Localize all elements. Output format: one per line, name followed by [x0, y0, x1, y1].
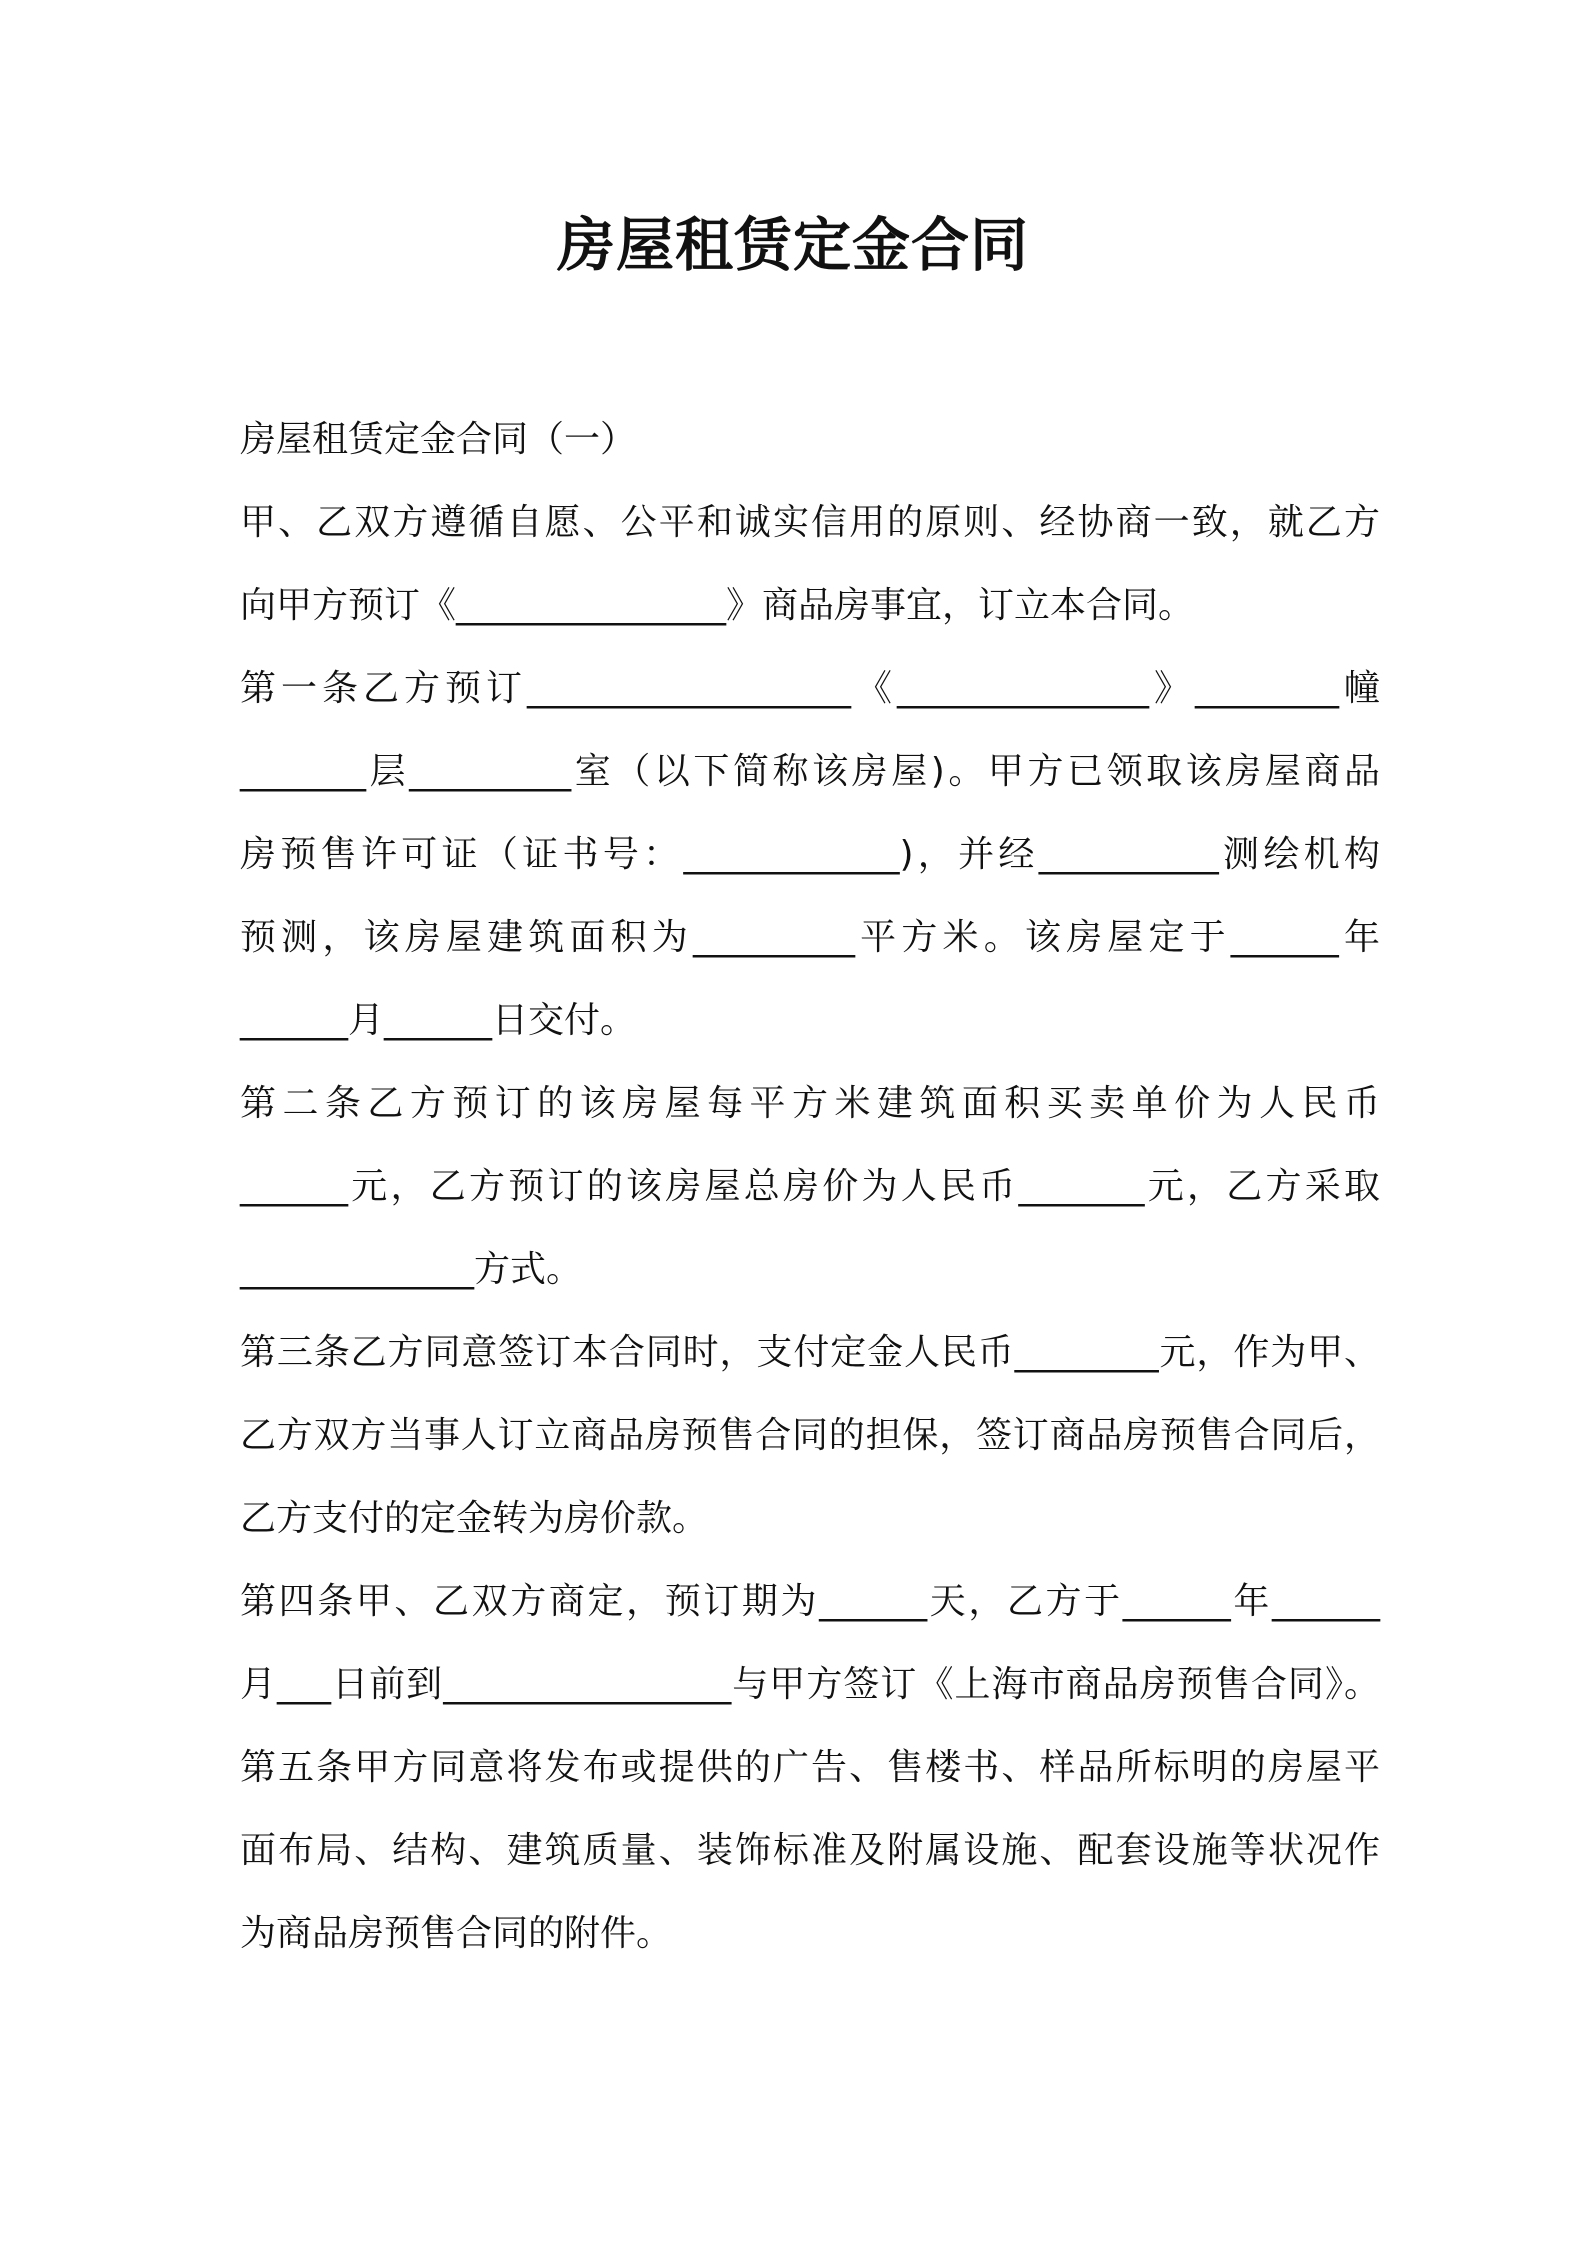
paragraph-line: 面布局、结构、建筑质量、装饰标准及附属设施、配套设施等状况作 — [240, 1830, 1380, 1871]
paragraph-line: 第三条乙方同意签订本合同时，支付定金人民币________元，作为甲、 — [240, 1332, 1380, 1373]
section-heading: 房屋租赁定金合同（一） — [240, 419, 637, 460]
paragraph-line: 第一条乙方预订__________________《______________》________幢 — [240, 668, 1380, 709]
paragraph-line: 第四条甲、乙双方商定，预订期为______天，乙方于______年______ — [240, 1581, 1380, 1622]
paragraph-line: ______月______日交付。 — [240, 1000, 637, 1041]
paragraph-line: 预测，该房屋建筑面积为_________平方米。该房屋定于______年 — [240, 917, 1380, 958]
paragraph-line: 甲、乙双方遵循自愿、公平和诚实信用的原则、经协商一致，就乙方 — [240, 502, 1380, 543]
paragraph-line: 向甲方预订《_______________》商品房事宜，订立本合同。 — [240, 585, 1195, 626]
paragraph-line: 为商品房预售合同的附件。 — [240, 1913, 673, 1954]
paragraph-line: _____________方式。 — [240, 1249, 583, 1290]
paragraph-line: ______元，乙方预订的该房屋总房价为人民币_______元，乙方采取 — [240, 1166, 1380, 1207]
paragraph-line: 第五条甲方同意将发布或提供的广告、售楼书、样品所标明的房屋平 — [240, 1747, 1380, 1788]
document-title: 房屋租赁定金合同 — [556, 211, 1029, 279]
paragraph-line: _______层_________室（以下简称该房屋)。甲方已领取该房屋商品 — [240, 751, 1380, 792]
paragraph-line: 乙方支付的定金转为房价款。 — [240, 1498, 709, 1539]
paragraph-line: 房预售许可证（证书号：____________)，并经__________测绘机构 — [240, 834, 1380, 875]
paragraph-line: 第二条乙方预订的该房屋每平方米建筑面积买卖单价为人民币 — [240, 1083, 1380, 1124]
paragraph-line: 月___日前到________________与甲方签订《上海市商品房预售合同》。 — [240, 1664, 1380, 1705]
document-body — [240, 398, 1380, 1975]
paragraph-line: 乙方双方当事人订立商品房预售合同的担保，签订商品房预售合同后， — [240, 1415, 1380, 1456]
